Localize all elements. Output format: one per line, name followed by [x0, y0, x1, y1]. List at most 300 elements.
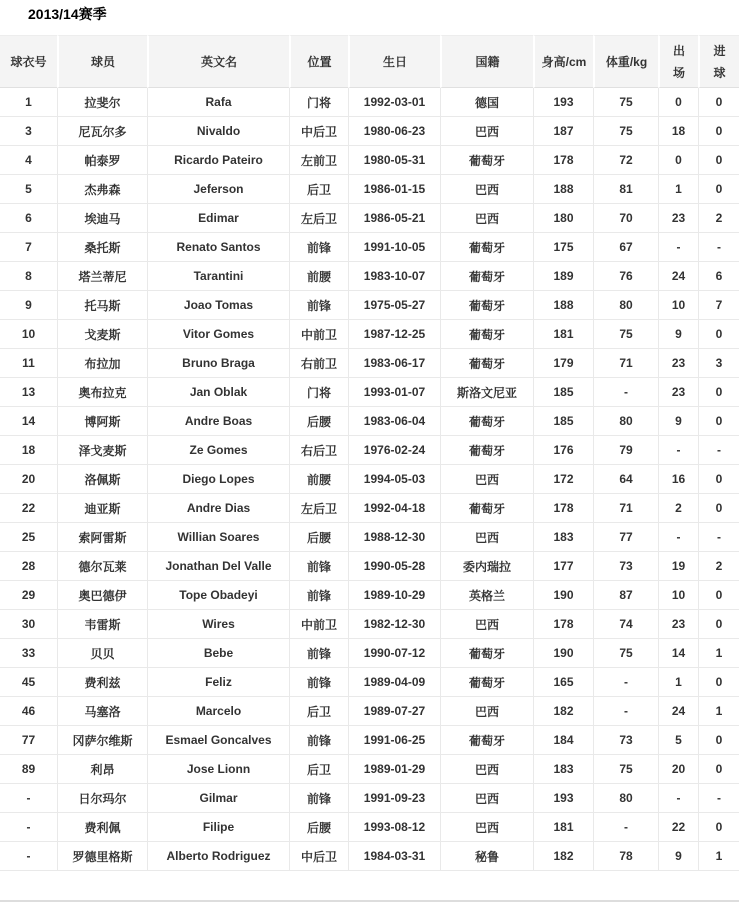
cell-appearances: - [658, 784, 698, 813]
cell-weight-kg: 75 [593, 639, 658, 668]
cell-weight-kg: 71 [593, 494, 658, 523]
cell-jersey-number: 46 [0, 697, 57, 726]
cell-birthday: 1980-06-23 [348, 117, 440, 146]
cell-player-name-en: Nivaldo [147, 117, 289, 146]
cell-weight-kg: - [593, 813, 658, 842]
cell-jersey-number: 9 [0, 291, 57, 320]
cell-jersey-number: 11 [0, 349, 57, 378]
cell-weight-kg: 80 [593, 784, 658, 813]
cell-appearances: 1 [658, 175, 698, 204]
cell-height-cm: 165 [533, 668, 593, 697]
cell-appearances: - [658, 523, 698, 552]
cell-goals: 0 [698, 378, 739, 407]
cell-goals: 0 [698, 88, 739, 117]
cell-birthday: 1984-03-31 [348, 842, 440, 871]
table-row [0, 378, 739, 407]
cell-nationality: 葡萄牙 [440, 407, 533, 436]
table-row [0, 726, 739, 755]
col-header-player-name-en: 英文名 [147, 35, 289, 88]
cell-position: 前锋 [289, 291, 348, 320]
table-row [0, 552, 739, 581]
table-row [0, 436, 739, 465]
cell-birthday: 1986-01-15 [348, 175, 440, 204]
cell-nationality: 巴西 [440, 755, 533, 784]
cell-appearances: 2 [658, 494, 698, 523]
cell-player-name-cn: 戈麦斯 [57, 320, 147, 349]
cell-height-cm: 175 [533, 233, 593, 262]
cell-jersey-number: 22 [0, 494, 57, 523]
cell-goals: 1 [698, 639, 739, 668]
cell-height-cm: 178 [533, 494, 593, 523]
col-header-birthday: 生日 [348, 35, 440, 88]
cell-birthday: 1986-05-21 [348, 204, 440, 233]
cell-position: 门将 [289, 88, 348, 117]
cell-appearances: 20 [658, 755, 698, 784]
cell-weight-kg: 76 [593, 262, 658, 291]
cell-goals: 1 [698, 842, 739, 871]
table-body [0, 88, 739, 871]
cell-position: 前锋 [289, 784, 348, 813]
cell-nationality: 委内瑞拉 [440, 552, 533, 581]
cell-height-cm: 193 [533, 784, 593, 813]
cell-player-name-en: Vitor Gomes [147, 320, 289, 349]
cell-appearances: 23 [658, 349, 698, 378]
cell-birthday: 1982-12-30 [348, 610, 440, 639]
cell-jersey-number: 77 [0, 726, 57, 755]
cell-height-cm: 181 [533, 813, 593, 842]
cell-nationality: 葡萄牙 [440, 291, 533, 320]
header-row [0, 35, 739, 88]
cell-player-name-en: Ricardo Pateiro [147, 146, 289, 175]
table-row [0, 407, 739, 436]
cell-weight-kg: 64 [593, 465, 658, 494]
cell-player-name-en: Bebe [147, 639, 289, 668]
cell-player-name-en: Edimar [147, 204, 289, 233]
cell-birthday: 1989-10-29 [348, 581, 440, 610]
cell-appearances: 22 [658, 813, 698, 842]
cell-nationality: 葡萄牙 [440, 349, 533, 378]
cell-nationality: 巴西 [440, 204, 533, 233]
cell-jersey-number: 13 [0, 378, 57, 407]
cell-jersey-number: 3 [0, 117, 57, 146]
cell-jersey-number: 6 [0, 204, 57, 233]
cell-appearances: 23 [658, 378, 698, 407]
cell-player-name-cn: 马塞洛 [57, 697, 147, 726]
cell-jersey-number: 25 [0, 523, 57, 552]
cell-player-name-en: Andre Dias [147, 494, 289, 523]
cell-jersey-number: 33 [0, 639, 57, 668]
cell-goals: 0 [698, 726, 739, 755]
cell-position: 前锋 [289, 639, 348, 668]
cell-jersey-number: - [0, 813, 57, 842]
cell-jersey-number: 4 [0, 146, 57, 175]
table-row [0, 262, 739, 291]
table-row [0, 639, 739, 668]
cell-height-cm: 193 [533, 88, 593, 117]
cell-height-cm: 185 [533, 378, 593, 407]
cell-goals: 0 [698, 813, 739, 842]
cell-player-name-en: Esmael Goncalves [147, 726, 289, 755]
cell-birthday: 1989-04-09 [348, 668, 440, 697]
cell-nationality: 巴西 [440, 117, 533, 146]
cell-position: 前腰 [289, 262, 348, 291]
cell-appearances: 24 [658, 262, 698, 291]
table-row [0, 697, 739, 726]
cell-player-name-cn: 尼瓦尔多 [57, 117, 147, 146]
cell-goals: 0 [698, 465, 739, 494]
cell-player-name-en: Andre Boas [147, 407, 289, 436]
cell-jersey-number: 10 [0, 320, 57, 349]
cell-height-cm: 188 [533, 175, 593, 204]
cell-player-name-en: Ze Gomes [147, 436, 289, 465]
cell-position: 右前卫 [289, 349, 348, 378]
cell-appearances: 5 [658, 726, 698, 755]
cell-player-name-en: Feliz [147, 668, 289, 697]
cell-height-cm: 182 [533, 697, 593, 726]
cell-weight-kg: 77 [593, 523, 658, 552]
cell-position: 中后卫 [289, 117, 348, 146]
cell-appearances: 9 [658, 842, 698, 871]
cell-position: 左后卫 [289, 204, 348, 233]
cell-birthday: 1990-05-28 [348, 552, 440, 581]
cell-appearances: 16 [658, 465, 698, 494]
table-row [0, 117, 739, 146]
cell-birthday: 1976-02-24 [348, 436, 440, 465]
table-row [0, 784, 739, 813]
cell-nationality: 巴西 [440, 697, 533, 726]
cell-goals: 2 [698, 204, 739, 233]
cell-goals: 0 [698, 117, 739, 146]
cell-position: 后卫 [289, 755, 348, 784]
cell-player-name-en: Renato Santos [147, 233, 289, 262]
cell-position: 中前卫 [289, 610, 348, 639]
cell-appearances: 1 [658, 668, 698, 697]
cell-player-name-cn: 利昂 [57, 755, 147, 784]
cell-position: 前腰 [289, 465, 348, 494]
cell-goals: 0 [698, 494, 739, 523]
cell-appearances: 0 [658, 146, 698, 175]
table-row [0, 88, 739, 117]
cell-position: 前锋 [289, 726, 348, 755]
cell-height-cm: 182 [533, 842, 593, 871]
cell-weight-kg: 79 [593, 436, 658, 465]
cell-height-cm: 178 [533, 146, 593, 175]
cell-birthday: 1989-07-27 [348, 697, 440, 726]
cell-player-name-cn: 罗德里格斯 [57, 842, 147, 871]
cell-weight-kg: 87 [593, 581, 658, 610]
cell-player-name-cn: 桑托斯 [57, 233, 147, 262]
cell-player-name-en: Bruno Braga [147, 349, 289, 378]
cell-position: 中后卫 [289, 842, 348, 871]
cell-jersey-number: 14 [0, 407, 57, 436]
cell-weight-kg: 67 [593, 233, 658, 262]
cell-nationality: 巴西 [440, 784, 533, 813]
cell-jersey-number: 5 [0, 175, 57, 204]
cell-player-name-en: Marcelo [147, 697, 289, 726]
cell-appearances: 18 [658, 117, 698, 146]
cell-birthday: 1980-05-31 [348, 146, 440, 175]
cell-height-cm: 185 [533, 407, 593, 436]
cell-height-cm: 183 [533, 523, 593, 552]
cell-player-name-en: Tope Obadeyi [147, 581, 289, 610]
cell-weight-kg: 72 [593, 146, 658, 175]
cell-player-name-cn: 索阿雷斯 [57, 523, 147, 552]
cell-birthday: 1991-06-25 [348, 726, 440, 755]
cell-goals: - [698, 233, 739, 262]
cell-height-cm: 188 [533, 291, 593, 320]
table-row [0, 842, 739, 871]
cell-player-name-cn: 托马斯 [57, 291, 147, 320]
table-row [0, 146, 739, 175]
table-header [0, 35, 739, 88]
cell-nationality: 葡萄牙 [440, 262, 533, 291]
cell-height-cm: 184 [533, 726, 593, 755]
col-header-goals: 进球 [698, 35, 739, 88]
cell-jersey-number: 29 [0, 581, 57, 610]
col-header-appearances: 出场 [658, 35, 698, 88]
cell-birthday: 1983-10-07 [348, 262, 440, 291]
cell-jersey-number: 30 [0, 610, 57, 639]
cell-nationality: 葡萄牙 [440, 320, 533, 349]
cell-position: 前锋 [289, 581, 348, 610]
cell-position: 后腰 [289, 407, 348, 436]
col-header-player-name-cn: 球员 [57, 35, 147, 88]
cell-appearances: 10 [658, 581, 698, 610]
cell-weight-kg: 81 [593, 175, 658, 204]
cell-jersey-number: 45 [0, 668, 57, 697]
cell-height-cm: 177 [533, 552, 593, 581]
cell-jersey-number: 20 [0, 465, 57, 494]
cell-player-name-cn: 拉斐尔 [57, 88, 147, 117]
cell-goals: 6 [698, 262, 739, 291]
cell-appearances: - [658, 233, 698, 262]
cell-player-name-cn: 博阿斯 [57, 407, 147, 436]
cell-player-name-cn: 费利兹 [57, 668, 147, 697]
table-row [0, 813, 739, 842]
cell-nationality: 葡萄牙 [440, 639, 533, 668]
cell-nationality: 巴西 [440, 175, 533, 204]
cell-player-name-cn: 日尔玛尔 [57, 784, 147, 813]
cell-birthday: 1975-05-27 [348, 291, 440, 320]
cell-position: 后卫 [289, 697, 348, 726]
table-row [0, 610, 739, 639]
cell-height-cm: 183 [533, 755, 593, 784]
cell-player-name-cn: 帕泰罗 [57, 146, 147, 175]
cell-birthday: 1991-10-05 [348, 233, 440, 262]
cell-player-name-cn: 布拉加 [57, 349, 147, 378]
cell-appearances: 23 [658, 610, 698, 639]
cell-player-name-cn: 泽戈麦斯 [57, 436, 147, 465]
table-row [0, 204, 739, 233]
cell-height-cm: 178 [533, 610, 593, 639]
cell-goals: 0 [698, 755, 739, 784]
cell-appearances: - [658, 436, 698, 465]
cell-nationality: 秘鲁 [440, 842, 533, 871]
col-header-height-cm: 身高/cm [533, 35, 593, 88]
cell-appearances: 14 [658, 639, 698, 668]
cell-nationality: 葡萄牙 [440, 233, 533, 262]
cell-player-name-cn: 迪亚斯 [57, 494, 147, 523]
cell-player-name-en: Jan Oblak [147, 378, 289, 407]
cell-player-name-en: Alberto Rodriguez [147, 842, 289, 871]
cell-height-cm: 189 [533, 262, 593, 291]
cell-weight-kg: 70 [593, 204, 658, 233]
cell-player-name-cn: 洛佩斯 [57, 465, 147, 494]
table-row [0, 523, 739, 552]
cell-position: 门将 [289, 378, 348, 407]
cell-player-name-cn: 奥巴德伊 [57, 581, 147, 610]
cell-appearances: 9 [658, 407, 698, 436]
cell-birthday: 1992-04-18 [348, 494, 440, 523]
col-header-position: 位置 [289, 35, 348, 88]
cell-position: 后卫 [289, 175, 348, 204]
cell-position: 前锋 [289, 552, 348, 581]
cell-nationality: 葡萄牙 [440, 726, 533, 755]
cell-player-name-en: Willian Soares [147, 523, 289, 552]
cell-position: 后腰 [289, 523, 348, 552]
bottom-divider [0, 900, 739, 902]
table-row [0, 233, 739, 262]
cell-appearances: 0 [658, 88, 698, 117]
cell-goals: 0 [698, 407, 739, 436]
table-row [0, 349, 739, 378]
cell-nationality: 斯洛文尼亚 [440, 378, 533, 407]
cell-player-name-cn: 韦雷斯 [57, 610, 147, 639]
cell-goals: - [698, 523, 739, 552]
cell-position: 前锋 [289, 233, 348, 262]
cell-birthday: 1983-06-04 [348, 407, 440, 436]
table-row [0, 320, 739, 349]
cell-goals: 0 [698, 146, 739, 175]
cell-player-name-en: Rafa [147, 88, 289, 117]
cell-position: 左前卫 [289, 146, 348, 175]
cell-player-name-cn: 塔兰蒂尼 [57, 262, 147, 291]
cell-nationality: 巴西 [440, 610, 533, 639]
cell-nationality: 葡萄牙 [440, 668, 533, 697]
cell-position: 左后卫 [289, 494, 348, 523]
cell-appearances: 9 [658, 320, 698, 349]
table-row [0, 581, 739, 610]
cell-nationality: 葡萄牙 [440, 436, 533, 465]
cell-goals: 2 [698, 552, 739, 581]
cell-weight-kg: 80 [593, 407, 658, 436]
cell-position: 右后卫 [289, 436, 348, 465]
table-row [0, 465, 739, 494]
cell-player-name-cn: 冈萨尔维斯 [57, 726, 147, 755]
cell-height-cm: 190 [533, 581, 593, 610]
cell-jersey-number: 18 [0, 436, 57, 465]
col-header-nationality: 国籍 [440, 35, 533, 88]
cell-appearances: 23 [658, 204, 698, 233]
cell-player-name-cn: 埃迪马 [57, 204, 147, 233]
col-header-jersey-number: 球衣号 [0, 35, 57, 88]
cell-height-cm: 187 [533, 117, 593, 146]
col-header-weight-kg: 体重/kg [593, 35, 658, 88]
cell-nationality: 巴西 [440, 465, 533, 494]
squad-table [0, 35, 739, 871]
cell-player-name-cn: 杰弗森 [57, 175, 147, 204]
cell-birthday: 1983-06-17 [348, 349, 440, 378]
cell-weight-kg: 74 [593, 610, 658, 639]
cell-height-cm: 176 [533, 436, 593, 465]
cell-weight-kg: 75 [593, 88, 658, 117]
cell-nationality: 德国 [440, 88, 533, 117]
cell-goals: - [698, 784, 739, 813]
cell-player-name-en: Wires [147, 610, 289, 639]
cell-nationality: 巴西 [440, 523, 533, 552]
cell-weight-kg: 73 [593, 726, 658, 755]
cell-goals: 0 [698, 610, 739, 639]
cell-height-cm: 181 [533, 320, 593, 349]
cell-jersey-number: 1 [0, 88, 57, 117]
cell-height-cm: 180 [533, 204, 593, 233]
cell-birthday: 1994-05-03 [348, 465, 440, 494]
cell-birthday: 1993-08-12 [348, 813, 440, 842]
cell-weight-kg: 75 [593, 320, 658, 349]
cell-goals: 0 [698, 581, 739, 610]
cell-nationality: 葡萄牙 [440, 146, 533, 175]
table-row [0, 175, 739, 204]
cell-weight-kg: - [593, 697, 658, 726]
cell-jersey-number: 7 [0, 233, 57, 262]
cell-goals: 7 [698, 291, 739, 320]
cell-player-name-cn: 费利佩 [57, 813, 147, 842]
cell-player-name-en: Filipe [147, 813, 289, 842]
cell-birthday: 1988-12-30 [348, 523, 440, 552]
cell-weight-kg: 75 [593, 117, 658, 146]
cell-nationality: 葡萄牙 [440, 494, 533, 523]
cell-weight-kg: - [593, 378, 658, 407]
cell-weight-kg: 80 [593, 291, 658, 320]
cell-weight-kg: - [593, 668, 658, 697]
cell-jersey-number: - [0, 842, 57, 871]
cell-player-name-cn: 奥布拉克 [57, 378, 147, 407]
cell-birthday: 1992-03-01 [348, 88, 440, 117]
cell-player-name-cn: 贝贝 [57, 639, 147, 668]
cell-player-name-cn: 德尔瓦莱 [57, 552, 147, 581]
cell-height-cm: 179 [533, 349, 593, 378]
cell-goals: 0 [698, 320, 739, 349]
table-row [0, 755, 739, 784]
cell-position: 后腰 [289, 813, 348, 842]
cell-jersey-number: 8 [0, 262, 57, 291]
cell-height-cm: 190 [533, 639, 593, 668]
cell-player-name-en: Jose Lionn [147, 755, 289, 784]
cell-birthday: 1993-01-07 [348, 378, 440, 407]
cell-position: 中前卫 [289, 320, 348, 349]
cell-appearances: 19 [658, 552, 698, 581]
cell-weight-kg: 75 [593, 755, 658, 784]
cell-weight-kg: 78 [593, 842, 658, 871]
cell-weight-kg: 73 [593, 552, 658, 581]
table-row [0, 291, 739, 320]
cell-nationality: 巴西 [440, 813, 533, 842]
cell-weight-kg: 71 [593, 349, 658, 378]
cell-player-name-en: Tarantini [147, 262, 289, 291]
cell-player-name-en: Jeferson [147, 175, 289, 204]
cell-birthday: 1990-07-12 [348, 639, 440, 668]
table-row [0, 668, 739, 697]
cell-player-name-en: Jonathan Del Valle [147, 552, 289, 581]
cell-goals: 3 [698, 349, 739, 378]
cell-position: 前锋 [289, 668, 348, 697]
cell-nationality: 英格兰 [440, 581, 533, 610]
cell-birthday: 1987-12-25 [348, 320, 440, 349]
cell-appearances: 24 [658, 697, 698, 726]
cell-player-name-en: Diego Lopes [147, 465, 289, 494]
cell-birthday: 1991-09-23 [348, 784, 440, 813]
cell-jersey-number: - [0, 784, 57, 813]
